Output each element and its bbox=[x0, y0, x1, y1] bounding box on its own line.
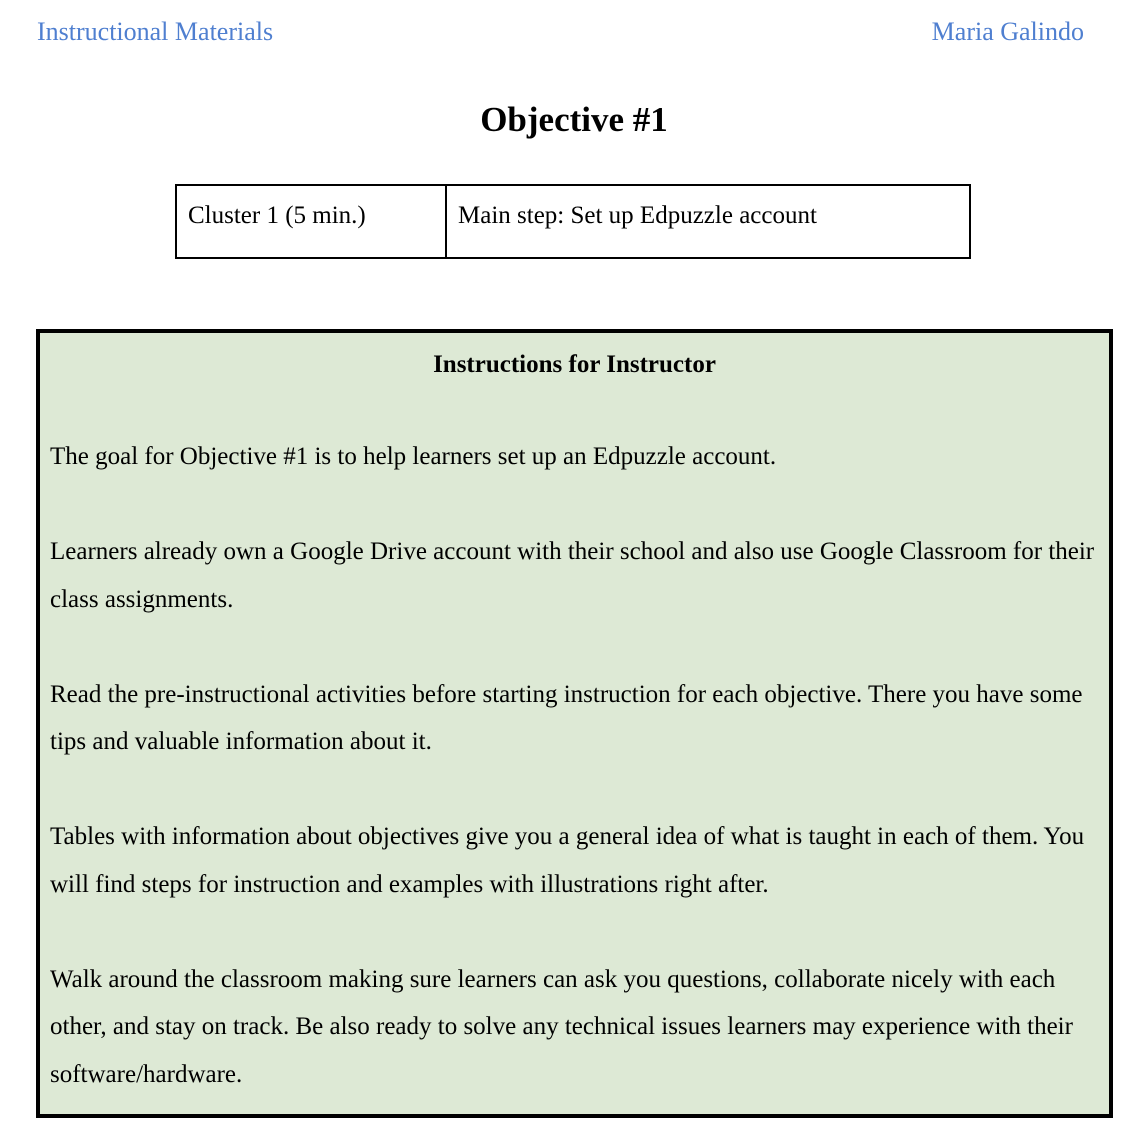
instructions-box bbox=[36, 329, 1113, 1118]
instruction-paragraph: Walk around the classroom making sure learners can ask you questions, collaborate nicely with each other, and stay on track. Be also ready to solve any technical issues learners may experience with their software/hardware. bbox=[50, 965, 1073, 1088]
instruction-paragraph: Tables with information about objectives give you a general idea of what is taught in each of them. You will find steps for instruction and examples with illustrations right after. bbox=[50, 823, 1085, 898]
header-left-text: Instructional Materials bbox=[37, 17, 274, 46]
page-title: Objective #1 bbox=[480, 100, 668, 139]
instruction-paragraph: Read the pre-instructional activities before starting instruction for each objective. There you have some tips and valuable information about it. bbox=[50, 680, 1083, 755]
table-row bbox=[176, 185, 970, 258]
instruction-paragraph: Learners already own a Google Drive account with their school and also use Google Classroom for their class assignments. bbox=[50, 538, 1095, 613]
header-right-text: Maria Galindo bbox=[931, 17, 1084, 46]
cluster-table bbox=[175, 184, 971, 259]
instruction-paragraph: The goal for Objective #1 is to help learners set up an Edpuzzle account. bbox=[50, 443, 777, 470]
cluster-cell: Cluster 1 (5 min.) bbox=[176, 185, 446, 258]
instructions-heading: Instructions for Instructor bbox=[433, 351, 716, 378]
main-step-cell: Main step: Set up Edpuzzle account bbox=[446, 185, 970, 258]
